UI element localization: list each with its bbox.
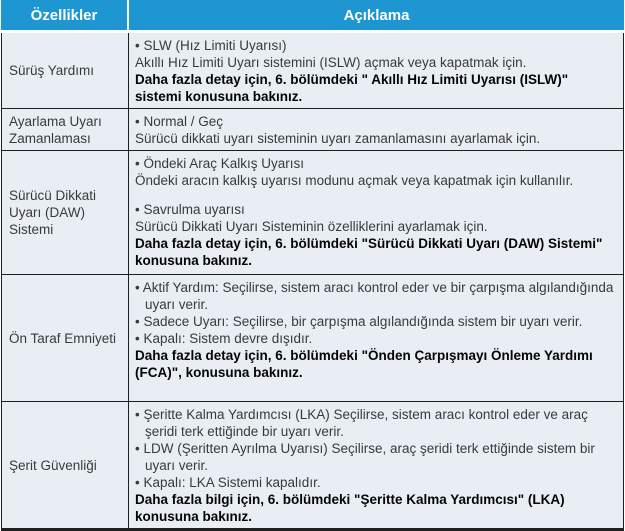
description-cell	[129, 275, 623, 401]
description-bullet-line: • Şeritte Kalma Yardımcısı (LKA) Seçilirse, sistem aracı kontrol eder ve araç şeridi terk ettiğinde bir uyarı verir.	[135, 407, 588, 439]
feature-cell	[2, 275, 129, 401]
feature-cell	[2, 109, 129, 150]
feature-cell	[2, 151, 129, 274]
feature-label: Ön Taraf Emniyeti	[9, 330, 117, 346]
description-bullet-line: • Normal / Geç	[135, 114, 223, 129]
description-bullet-line: • Sadece Uyarı: Seçilirse, bir çarpışma algılandığında sistem bir uyarı verir.	[135, 314, 583, 329]
table-row	[2, 108, 623, 150]
description-plain-line: Sürücü dikkati uyarı sisteminin uyarı zamanlamasını ayarlamak için.	[135, 131, 541, 146]
description-bullet-line: • Aktif Yardım: Seçilirse, sistem aracı kontrol eder ve bir çarpışma algılandığında uyarı verir.	[135, 280, 614, 312]
column-header-aciklama: Açıklama	[129, 0, 624, 30]
description-bold-line: Daha fazla detay için, 6. bölümdeki "Sürücü Dikkati Uyarı (DAW) Sistemi" konusuna bakınız.	[135, 236, 603, 268]
description-bold-line: Daha fazla bilgi için, 6. bölümdeki "Şeritte Kalma Yardımcısı" (LKA) konusuna bakınız.	[135, 492, 565, 524]
table-row	[2, 274, 623, 401]
feature-cell	[2, 402, 129, 528]
description-cell	[129, 33, 623, 108]
description-cell	[129, 402, 623, 528]
description-bold-line: Daha fazla detay için, 6. bölümdeki "Önden Çarpışmayı Önleme Yardımı (FCA)", konusuna bakınız.	[135, 348, 593, 380]
feature-label: Sürüş Yardımı	[9, 63, 95, 78]
description-bullet-line: • Kapalı: Sistem devre dışıdır.	[135, 331, 313, 346]
description-plain-line: Sürücü Dikkati Uyarı Sisteminin özelliklerini ayarlamak için.	[135, 219, 488, 234]
table-row	[2, 33, 623, 108]
description-bullet-line: • Savrulma uyarısı	[135, 202, 245, 217]
table-row	[2, 150, 623, 274]
description-plain-line: Öndeki aracın kalkış uyarısı modunu açmak veya kapatmak için kullanılır.	[135, 173, 574, 188]
table-header-row	[1, 0, 624, 30]
column-header-ozellikler: Özellikler	[1, 0, 127, 30]
table-body	[1, 33, 624, 531]
feature-label: Ayarlama Uyarı Zamanlaması	[9, 113, 102, 146]
description-cell	[129, 151, 623, 274]
description-plain-line: Akıllı Hız Limiti Uyarı sistemini (ISLW) açmak veya kapatmak için.	[135, 55, 527, 70]
table-row	[2, 401, 623, 528]
description-bullet-line: • SLW (Hız Limiti Uyarısı)	[135, 38, 287, 53]
feature-label: Şerit Güvenliği	[9, 457, 97, 473]
feature-label: Sürücü Dikkati Uyarı (DAW) Sistemi	[9, 188, 97, 237]
description-bullet-line: • Kapalı: LKA Sistemi kapalıdır.	[135, 475, 321, 490]
description-cell	[129, 109, 623, 150]
description-spacer-line	[135, 189, 618, 201]
feature-cell	[2, 33, 129, 108]
description-bullet-line: • Öndeki Araç Kalkış Uyarısı	[135, 156, 305, 171]
description-bullet-line: • LDW (Şeritten Ayrılma Uyarısı) Seçilirse, araç şeridi terk ettiğinde sistem bir uyarı verir.	[135, 441, 595, 473]
description-bold-line: Daha fazla detay için, 6. bölümdeki " Akıllı Hız Limiti Uyarısı (ISLW)" sistemi konusuna bakınız.	[135, 72, 569, 104]
manual-features-table	[1, 0, 624, 531]
